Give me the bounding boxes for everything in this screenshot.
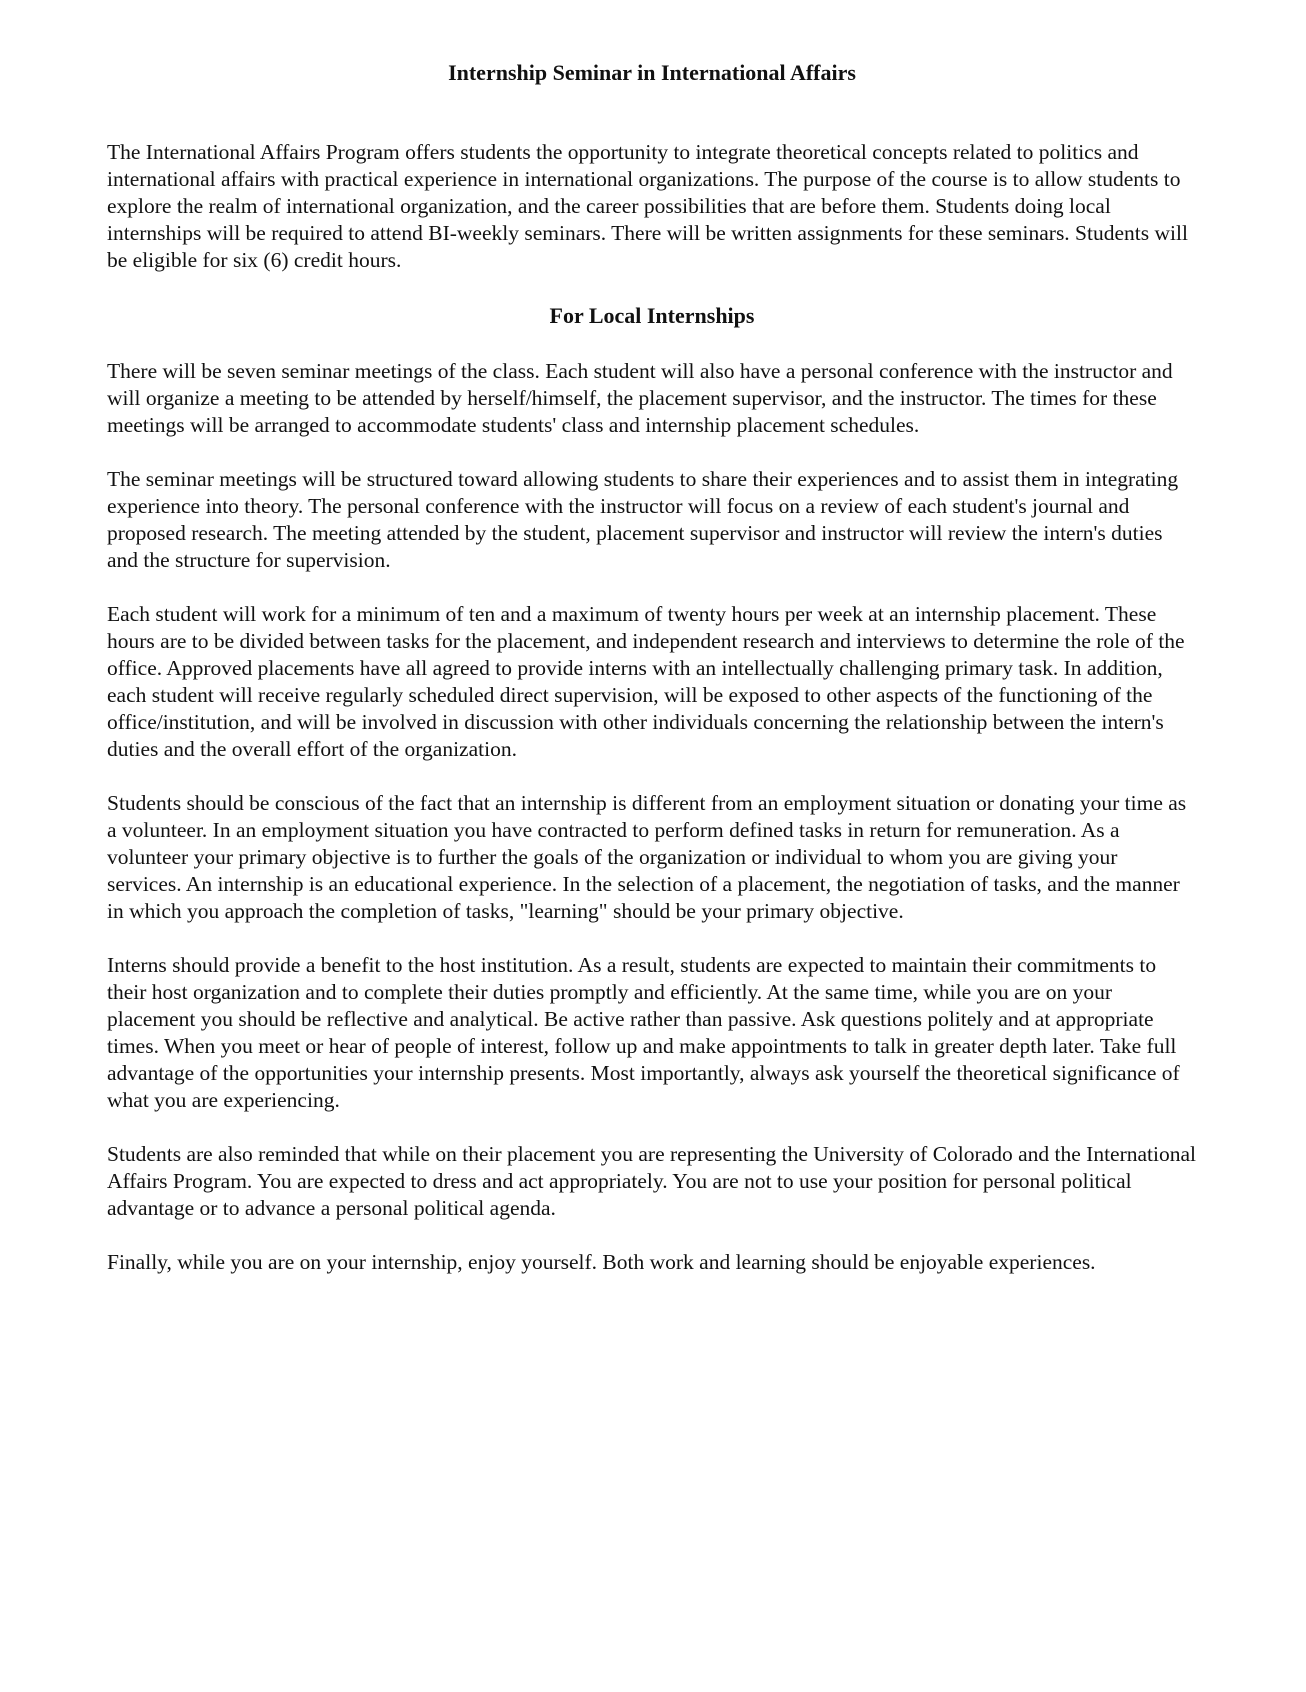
paragraph-work-hours: Each student will work for a minimum of ten and a maximum of twenty hours per week at an internship placement. These hours are to be divided between tasks for the placement, and independent research and interviews to determine the role of the office. Approved placements have all agreed to provide interns with an intellectually challenging primary task. In addition, each student will receive regularly scheduled direct supervision, will be exposed to other aspects of the functioning of the office/institution, and will be involved in discussion with other individuals concerning the relationship between the intern's duties and the overall effort of the organization.	[107, 602, 1185, 761]
paragraph-host-benefit: Interns should provide a benefit to the host institution. As a result, students are expected to maintain their commitments to their host organization and to complete their duties promptly and efficiently. At the same time, while you are on your placement you should be reflective and analytical. Be active rather than passive. Ask questions politely and at appropriate times. When you meet or hear of people of interest, follow up and make appointments to talk in greater depth later. Take full advantage of the opportunities your internship presents. Most importantly, always ask yourself the theoretical significance of what you are experiencing.	[107, 953, 1180, 1112]
paragraph-seminar-meetings: There will be seven seminar meetings of the class. Each student will also have a personal conference with the instructor and will organize a meeting to be attended by herself/himself, the placement supervisor, and the instructor. The times for these meetings will be arranged to accommodate students' class and internship placement schedules.	[107, 359, 1173, 437]
document-title: Internship Seminar in International Affairs	[448, 60, 856, 85]
intro-paragraph: The International Affairs Program offers students the opportunity to integrate theoretical concepts related to politics and international affairs with practical experience in international organizations. The purpose of the course is to allow students to explore the realm of international organization, and the career possibilities that are before them. Students doing local internships will be required to attend BI-weekly seminars. There will be written assignments for these seminars. Students will be eligible for six (6) credit hours.	[107, 140, 1188, 272]
paragraph-seminar-structure: The seminar meetings will be structured toward allowing students to share their experiences and to assist them in integrating experience into theory. The personal conference with the instructor will focus on a review of each student's journal and proposed research. The meeting attended by the student, placement supervisor and instructor will review the intern's duties and the structure for supervision.	[107, 467, 1179, 572]
document-body	[107, 58, 1197, 1303]
paragraph-internship-vs-employment: Students should be conscious of the fact that an internship is different from an employment situation or donating your time as a volunteer. In an employment situation you have contracted to perform defined tasks in return for remuneration. As a volunteer your primary objective is to further the goals of the organization or individual to whom you are giving your services. An internship is an educational experience. In the selection of a placement, the negotiation of tasks, and the manner in which you approach the completion of tasks, "learning" should be your primary objective.	[107, 791, 1187, 923]
section-heading-local-internships: For Local Internships	[549, 303, 755, 328]
paragraph-enjoy: Finally, while you are on your internship, enjoy yourself. Both work and learning should be enjoyable experiences.	[107, 1250, 1096, 1274]
paragraph-representation: Students are also reminded that while on their placement you are representing the University of Colorado and the International Affairs Program. You are expected to dress and act appropriately. You are not to use your position for personal political advantage or to advance a personal political agenda.	[107, 1142, 1196, 1220]
